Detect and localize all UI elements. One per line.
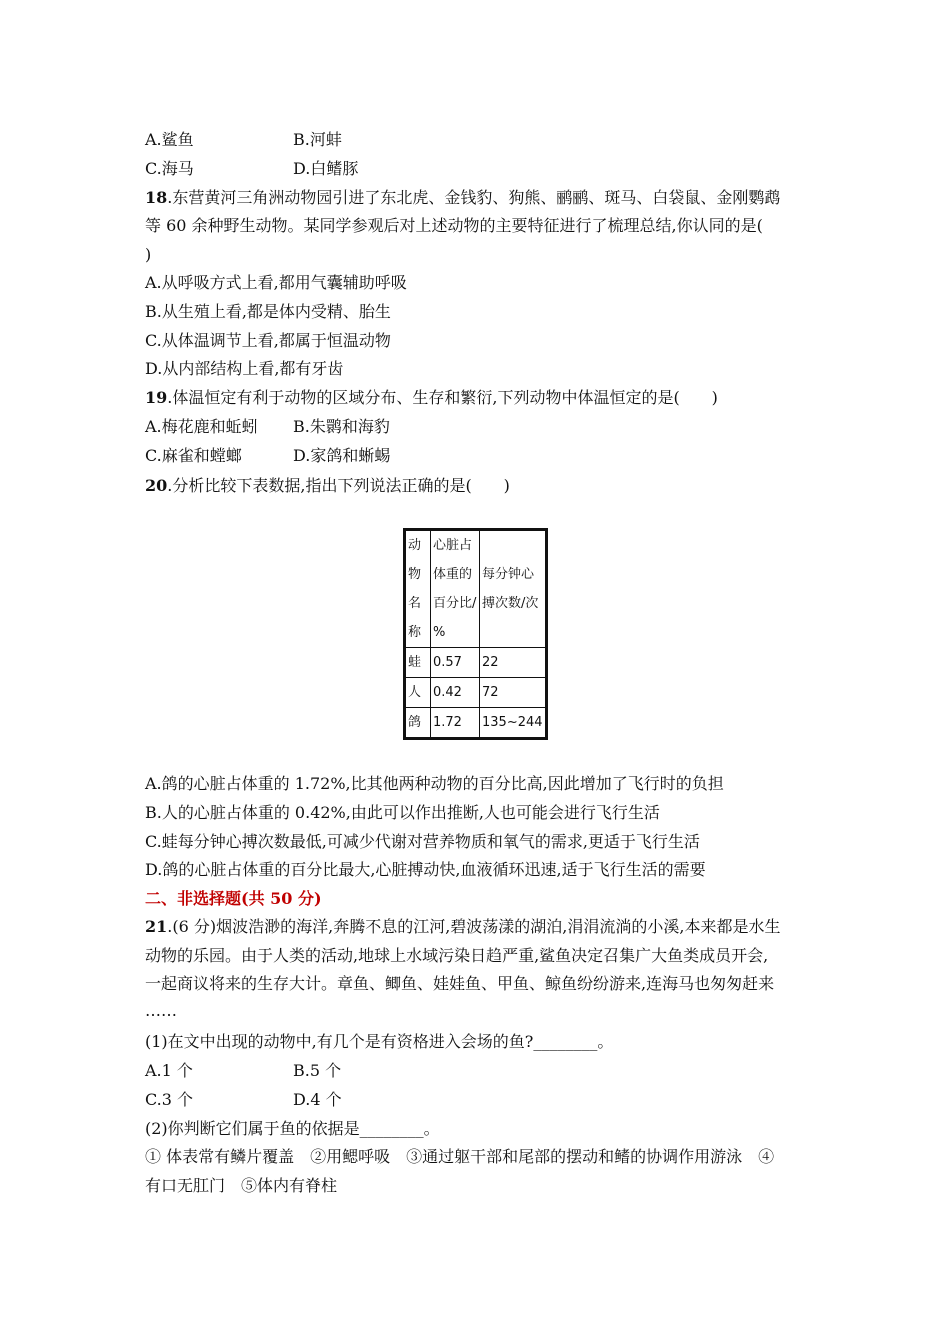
- q21-sub1-option-a: A.1 个: [145, 1061, 193, 1080]
- q18-number: 18: [145, 188, 168, 207]
- header-animal-name: 动 物 名 称: [405, 530, 431, 648]
- table-header-row: [405, 530, 547, 648]
- table-cell: 0.42: [431, 678, 480, 708]
- q19-text: .体温恒定有利于动物的区域分布、生存和繁衍,下列动物中体温恒定的是( ): [167, 388, 718, 407]
- section-2-title: 二、非选择题(共 50 分): [145, 889, 322, 908]
- q21-sub1-option-d: D.4 个: [293, 1090, 342, 1109]
- q21-sub1-option-c: C.3 个: [145, 1090, 194, 1109]
- q18-option-a: A.从呼吸方式上看,都用气囊辅助呼吸: [145, 273, 407, 292]
- q21-passage-line-3: 一起商议将来的生存大计。章鱼、鲫鱼、娃娃鱼、甲鱼、鲸鱼纷纷游来,连海马也匆匆赶来: [145, 974, 775, 993]
- q20-option-d: D.鸽的心脏占体重的百分比最大,心脏搏动快,血液循环迅速,适于飞行生活的需要: [145, 860, 706, 879]
- q21-sub2: (2)你判断它们属于鱼的依据是________。: [145, 1119, 440, 1138]
- q18-stem-line-2: 等 60 余种野生动物。某同学参观后对上述动物的主要特征进行了梳理总结,你认同的是(: [145, 216, 763, 235]
- table-cell: 72: [480, 678, 547, 708]
- q21-sub1-option-row-2: [145, 1089, 805, 1111]
- q18-option-c: C.从体温调节上看,都属于恒温动物: [145, 331, 391, 350]
- q20-number: 20: [145, 476, 168, 495]
- q18-option-d: D.从内部结构上看,都有牙齿: [145, 359, 344, 378]
- table-cell: 蛙: [405, 648, 431, 678]
- q21-sub1-option-b: B.5 个: [293, 1061, 342, 1080]
- q17-option-a: A.鲨鱼: [145, 130, 194, 149]
- q21-sub2-options-line-2: 有口无肛门 ⑤体内有脊柱: [145, 1176, 338, 1195]
- table-row: [405, 678, 547, 708]
- q18-option-b: B.从生殖上看,都是体内受精、胎生: [145, 302, 391, 321]
- heart-data-table: [403, 528, 548, 740]
- table-row: [405, 708, 547, 739]
- q19-option-row-1: [145, 416, 805, 438]
- q19-option-b: B.朱鹮和海豹: [293, 417, 390, 436]
- table-cell: 135~244: [480, 708, 547, 739]
- q17-option-row-1: [145, 129, 805, 151]
- table-cell: 0.57: [431, 648, 480, 678]
- header-heart-rate: 每分钟心 搏次数/次: [480, 530, 547, 648]
- table-cell: 鸽: [405, 708, 431, 739]
- q20-text: .分析比较下表数据,指出下列说法正确的是( ): [167, 476, 510, 495]
- q21-text-1: .(6 分)烟波浩渺的海洋,奔腾不息的江河,碧波荡漾的湖泊,涓涓流淌的小溪,本来都是水生: [167, 917, 781, 936]
- q21-passage-line-2: 动物的乐园。由于人类的活动,地球上水域污染日趋严重,鲨鱼决定召集广大鱼类成员开会,: [145, 946, 769, 965]
- q17-option-d: D.白鳍豚: [293, 159, 359, 178]
- table-cell: 1.72: [431, 708, 480, 739]
- q19-option-a: A.梅花鹿和蚯蚓: [145, 417, 258, 436]
- q19-option-c: C.麻雀和螳螂: [145, 446, 242, 465]
- q18-stem-line-1: [145, 187, 780, 209]
- q21-passage-line-4: ……: [145, 1001, 177, 1020]
- table-cell: 人: [405, 678, 431, 708]
- q18-stem-line-3: ): [145, 245, 152, 264]
- q20-option-c: C.蛙每分钟心搏次数最低,可减少代谢对营养物质和氧气的需求,更适于飞行生活: [145, 832, 700, 851]
- q17-option-b: B.河蚌: [293, 130, 342, 149]
- table-cell: 22: [480, 648, 547, 678]
- q21-sub2-options-line-1: ① 体表常有鳞片覆盖 ②用鳃呼吸 ③通过躯干部和尾部的摆动和鳍的协调作用游泳 ④: [145, 1147, 775, 1166]
- q20-stem: [145, 475, 510, 497]
- header-heart-percent: 心脏占 体重的 百分比/ %: [431, 530, 480, 648]
- q21-sub1: (1)在文中出现的动物中,有几个是有资格进入会场的鱼?________。: [145, 1032, 614, 1051]
- q19-number: 19: [145, 388, 168, 407]
- table-row: [405, 648, 547, 678]
- q18-text-1: .东营黄河三角洲动物园引进了东北虎、金钱豹、狗熊、鹂鹂、斑马、白袋鼠、金刚鹦鹉: [167, 188, 781, 207]
- q19-option-d: D.家鸽和蜥蜴: [293, 446, 391, 465]
- q17-option-c: C.海马: [145, 159, 194, 178]
- q21-passage-line-1: [145, 916, 780, 938]
- q20-option-b: B.人的心脏占体重的 0.42%,由此可以作出推断,人也可能会进行飞行生活: [145, 803, 660, 822]
- q17-option-row-2: [145, 158, 805, 180]
- q19-stem: [145, 387, 718, 409]
- q21-number: 21: [145, 917, 168, 936]
- q21-sub1-option-row-1: [145, 1060, 805, 1082]
- q19-option-row-2: [145, 445, 805, 467]
- q20-option-a: A.鸽的心脏占体重的 1.72%,比其他两种动物的百分比高,因此增加了飞行时的负担: [145, 774, 724, 793]
